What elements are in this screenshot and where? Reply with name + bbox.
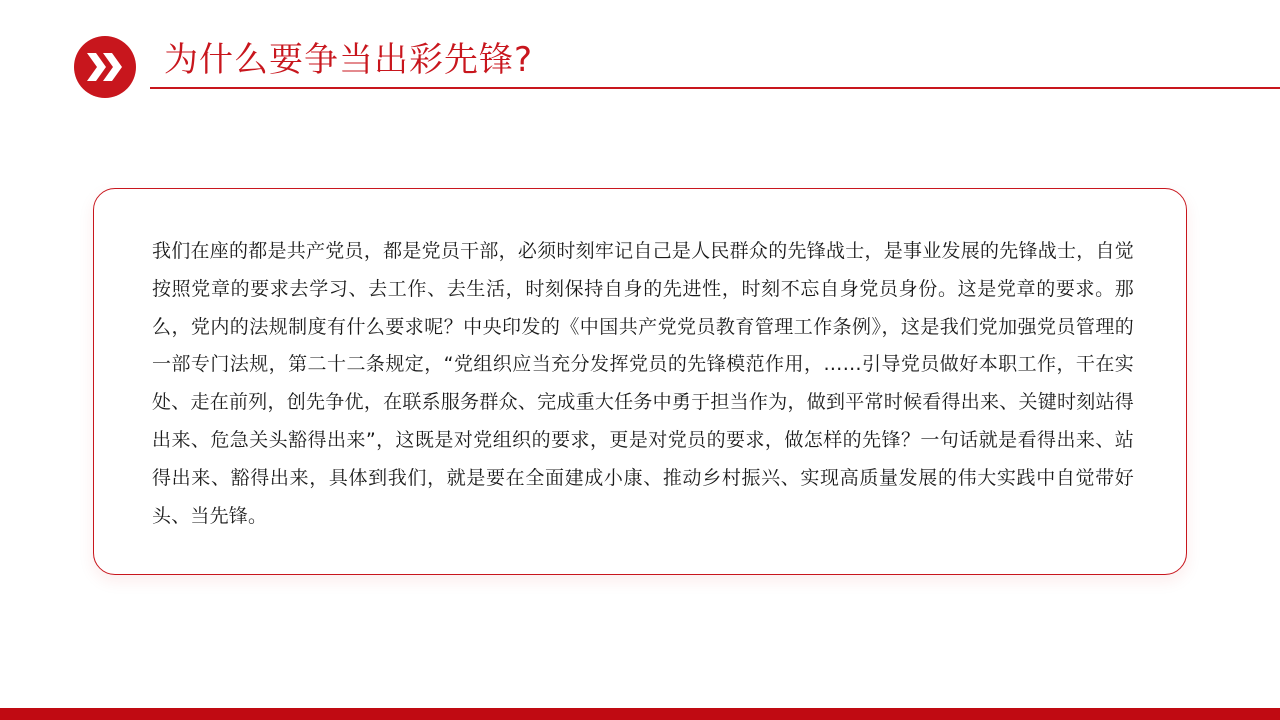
content-card bbox=[93, 188, 1187, 575]
page-title: 为什么要争当出彩先锋? bbox=[164, 40, 534, 80]
title-underline bbox=[150, 87, 1280, 89]
logo-badge bbox=[74, 36, 136, 98]
double-chevron-right-icon bbox=[74, 36, 136, 98]
body-paragraph: 我们在座的都是共产党员，都是党员干部，必须时刻牢记自己是人民群众的先锋战士，是事业发展的先锋战士，自觉按照党章的要求去学习、去工作、去生活，时刻保持自身的先进性，时刻不忘自身党员身份。这是党章的要求。那么，党内的法规制度有什么要求呢？中央印发的《中国共产党党员教育管理工作条例》，这是我们党加强党员管理的一部专门法规，第二十二条规定，“党组织应当充分发挥党员的先锋模范作用，……引导党员做好本职工作，干在实处、走在前列，创先争优，在联系服务群众、完成重大任务中勇于担当作为，做到平常时候看得出来、关键时刻站得出来、危急关头豁得出来”，这既是对党组织的要求，更是对党员的要求，做怎样的先锋？一句话就是看得出来、站得出来、豁得出来，具体到我们，就是要在全面建成小康、推动乡村振兴、实现高质量发展的伟大实践中自觉带好头、当先锋。 bbox=[152, 240, 1134, 527]
footer-bar bbox=[0, 708, 1280, 720]
